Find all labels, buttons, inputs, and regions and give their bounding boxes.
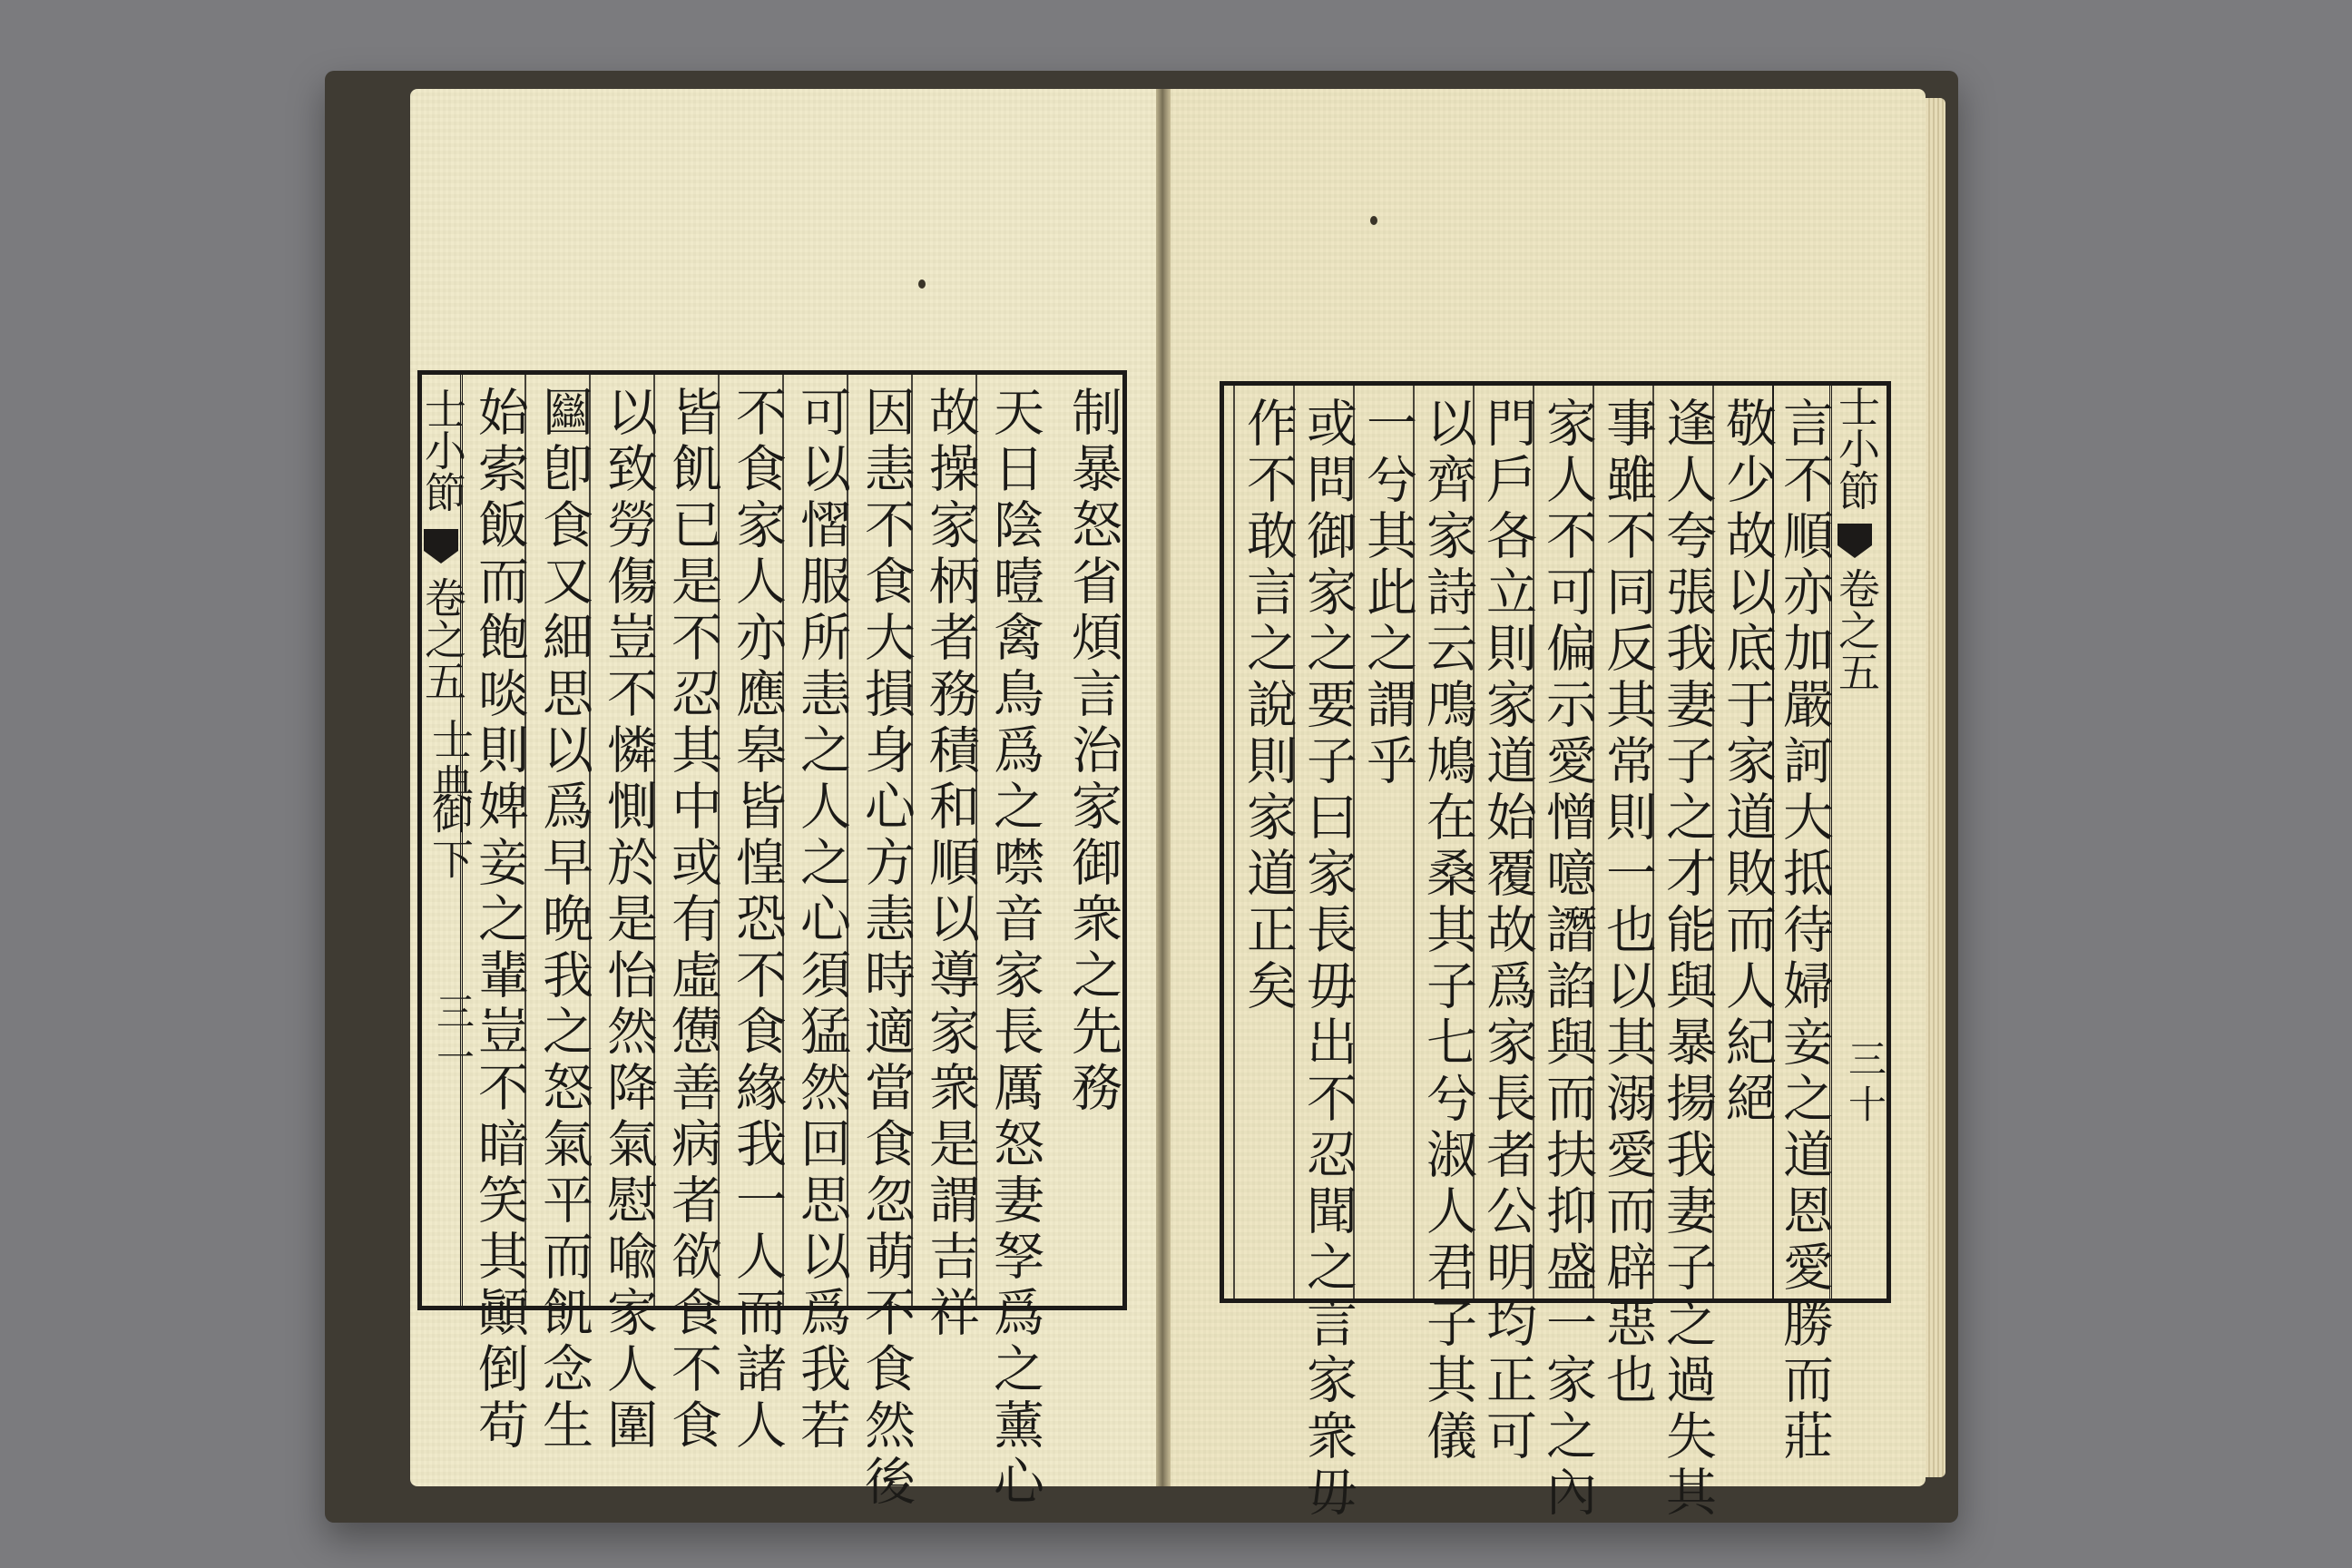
left-page-frame xyxy=(417,370,1127,1511)
text-column: 制暴怒省煩言治家御衆之先務 xyxy=(1063,386,1122,1117)
page-number: 三一 xyxy=(431,992,475,1083)
ribbon-volume: 卷之五 xyxy=(1832,567,1881,692)
fishtail-mark xyxy=(424,529,458,551)
text-column: 或問御家之要子曰家長毋出不忍聞之言家衆毋 xyxy=(1293,386,1353,1298)
page-edges xyxy=(1926,98,1945,1477)
text-column: 言不順亦加嚴訶大抵待婦妾之道恩愛勝而莊 xyxy=(1772,386,1832,1298)
text-column: 家人不可偏示愛憎噫譖諂與而扶抑盛一家之內 xyxy=(1533,386,1592,1298)
ribbon-title: 士小節 xyxy=(418,387,467,513)
text-column: 一兮其此之謂乎 xyxy=(1353,386,1413,1298)
text-column: 門戶各立則家道始覆故爲家長者公明均正可 xyxy=(1473,386,1533,1298)
ribbon-section: 士典 xyxy=(426,718,475,808)
text-column: 因恚不食大損身心方恚時適當食忽萌不食然後 xyxy=(847,375,911,1306)
text-column: 圝卽食又細思以爲早晩我之怒氣平而飢念生 xyxy=(524,375,589,1306)
ribbon-volume: 卷之五 xyxy=(418,576,467,701)
page-number: 三十 xyxy=(1843,1039,1887,1130)
wormhole-mark xyxy=(1370,216,1377,225)
fishtail-mark xyxy=(1838,524,1872,545)
text-column: 事雖不同反其常則一也以其溺愛而辟惡也 xyxy=(1592,386,1652,1298)
text-column: 以齊家詩云鳲鳩在桑其子七兮淑人君子其儀 xyxy=(1413,386,1473,1298)
text-column: 天日陰曀禽鳥爲之噤音家長厲怒妻孥爲之薰心 xyxy=(975,375,1040,1306)
ribbon-title: 士小節 xyxy=(1832,386,1881,511)
text-column: 逢人夸張我妻子之才能與暴揚我妻子之過失其 xyxy=(1652,386,1712,1298)
ribbon-subsection: 御下 xyxy=(426,792,475,883)
right-page-frame xyxy=(1220,381,1891,1522)
book-gutter xyxy=(1156,89,1171,1486)
text-column: 作不敢言之說則家道正矣 xyxy=(1233,386,1293,1298)
text-column: 故操家柄者務積和順以導家衆是謂吉祥 xyxy=(911,375,975,1306)
text-column: 可以慴服所恚之人之心須猛然回思以爲我若 xyxy=(782,375,847,1306)
text-column: 敬少故以底于家道敗而人紀絕 xyxy=(1712,386,1772,1298)
wormhole-mark xyxy=(918,279,926,289)
text-column: 皆飢已是不忍其中或有虛憊善病者欲食不食 xyxy=(653,375,718,1306)
text-column: 以致勞傷豈不憐惻於是怡然降氣慰喩家人圍 xyxy=(589,375,653,1306)
text-column: 不食家人亦應皋皆惶恐不食緣我一人而諸人 xyxy=(718,375,782,1306)
text-column: 始索飯而飽啖則婢妾之輩豈不暗笑其顚倒苟 xyxy=(460,375,524,1306)
